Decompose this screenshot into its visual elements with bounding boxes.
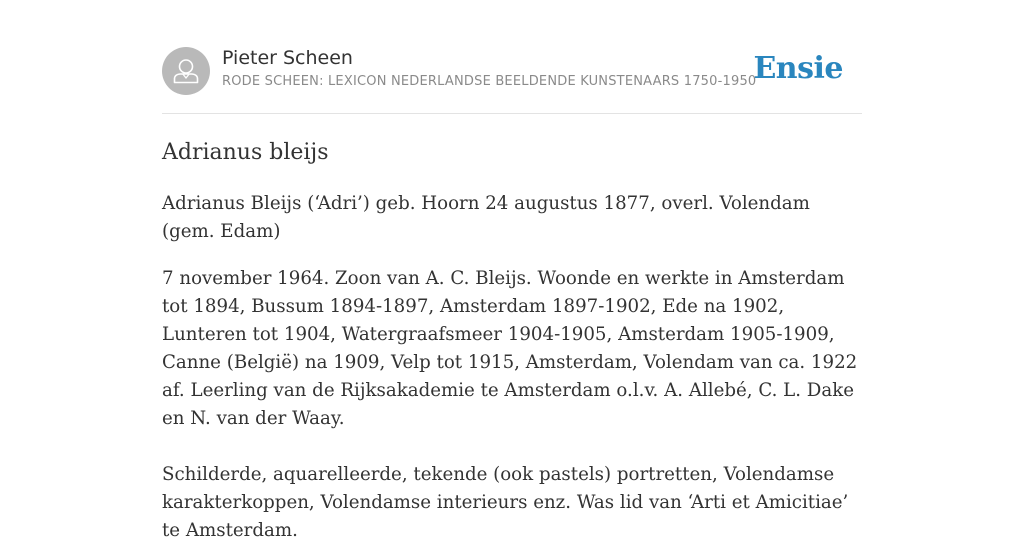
avatar[interactable] [162,47,210,95]
article-body [162,190,866,545]
author-header [162,46,862,96]
author-name[interactable]: Pieter Scheen [222,47,353,69]
article-paragraph: 7 november 1964. Zoon van A. C. Bleijs. Woonde en werkte in Amsterdam tot 1894, Bussum 1894-1897, Amsterdam 1897-1902, Ede na 1902, Lunteren tot 1904, Watergraafsmeer 1904-1905, Amsterdam 1905-1909, Canne (België) na 1909, Velp tot 1915, Amsterdam, Volendam van ca. 1922 af. Leerling van de Rijksakademie te Amsterdam o.l.v. A. Allebé, C. L. Dake en N. van der Waay. Schilderde, aquarelleerde, tekende (ook pastels) portretten, Volendamse karakterkoppen, Volendamse interieurs enz. Was lid van ‘Arti et Amicitiae’ te Amsterdam. [162,268,858,541]
ensie-logo[interactable]: Ensie [753,51,843,86]
source-publication[interactable]: RODE SCHEEN: LEXICON NEDERLANDSE BEELDENDE KUNSTENAARS 1750-1950 [222,74,757,89]
header-divider [162,113,862,114]
user-icon [162,47,210,95]
article-paragraph: Adrianus Bleijs (‘Adri’) geb. Hoorn 24 augustus 1877, overl. Volendam (gem. Edam) [162,193,810,242]
article-title: Adrianus bleijs [162,140,329,165]
